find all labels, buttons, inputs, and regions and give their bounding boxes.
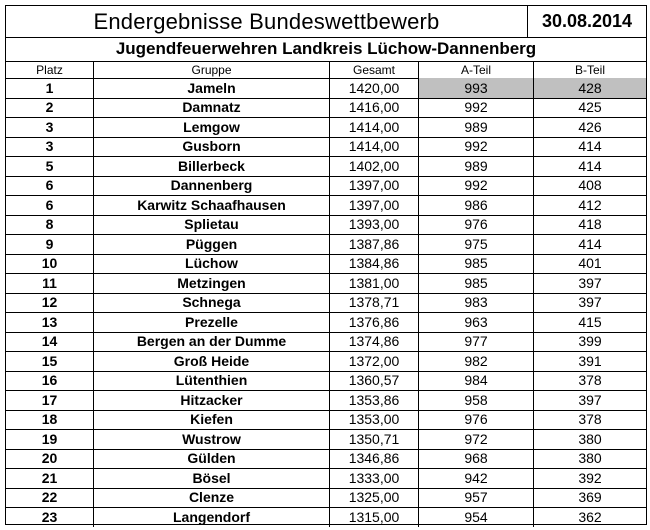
cell-gruppe: Lütenthien [94,371,330,391]
table-row [6,176,646,197]
table-row [6,273,646,294]
cell-platz: 11 [6,273,94,293]
cell-platz: 6 [6,195,94,215]
event-date: 30.08.2014 [541,11,633,31]
cell-gesamt: 1397,00 [330,195,419,215]
cell-gruppe: Gusborn [94,137,330,157]
cell-b-teil: 428 [534,78,646,98]
cell-gesamt: 1346,86 [330,449,419,469]
cell-gesamt: 1315,00 [330,507,419,527]
table-row [6,234,646,255]
cell-platz: 3 [6,137,94,157]
cell-a-teil: 954 [419,507,534,527]
cell-b-teil: 380 [578,430,602,447]
cell-b-teil: 414 [578,235,602,252]
cell-gesamt: 1353,00 [330,410,419,430]
cell-gesamt: 1387,86 [330,234,419,254]
cell-platz: 14 [6,332,94,352]
cell-platz: 22 [6,488,94,508]
cell-platz: 6 [6,176,94,196]
cell-b-teil: 392 [578,469,602,486]
cell-b-teil: 426 [578,118,602,135]
cell-b-teil: 414 [578,138,602,155]
table-row [6,351,646,372]
cell-gruppe: Karwitz Schaafhausen [94,195,330,215]
cell-b-teil: 425 [578,99,602,116]
table-row [6,78,646,99]
cell-b-teil: 414 [578,157,602,174]
cell-gruppe: Lemgow [94,117,330,137]
cell-a-teil: 992 [419,176,534,196]
table-row [6,137,646,158]
title-row [6,6,646,38]
cell-gesamt: 1325,00 [330,488,419,508]
cell-a-teil: 985 [419,273,534,293]
header-platz: Platz [6,61,94,78]
cell-b-teil: 378 [578,411,602,428]
header-a-teil: A-Teil [419,61,534,78]
cell-b-teil: 397 [578,391,602,408]
cell-b-teil: 397 [578,294,602,311]
cell-b-teil: 408 [578,177,602,194]
cell-platz: 5 [6,156,94,176]
cell-gesamt: 1414,00 [330,117,419,137]
cell-platz: 10 [6,254,94,274]
table-row [6,488,646,509]
cell-a-teil: 963 [419,312,534,332]
cell-gesamt: 1353,86 [330,390,419,410]
cell-platz: 23 [6,507,94,527]
cell-a-teil: 983 [419,293,534,313]
cell-gruppe: Damnatz [94,98,330,118]
table-row [6,215,646,236]
cell-platz: 15 [6,351,94,371]
table-row [6,332,646,353]
cell-gesamt: 1378,71 [330,293,419,313]
cell-b-teil: 418 [578,216,602,233]
cell-platz: 17 [6,390,94,410]
cell-b-teil: 378 [578,372,602,389]
cell-a-teil: 989 [419,117,534,137]
cell-gruppe: Splietau [94,215,330,235]
cell-b-teil: 369 [578,489,602,506]
table-row [6,507,646,527]
table-row [6,156,646,177]
cell-b-teil: 362 [578,508,602,525]
cell-platz: 18 [6,410,94,430]
cell-gesamt: 1402,00 [330,156,419,176]
cell-platz: 21 [6,468,94,488]
cell-gesamt: 1414,00 [330,137,419,157]
cell-gesamt: 1350,71 [330,429,419,449]
cell-a-teil: 992 [419,98,534,118]
cell-gruppe: Bergen an der Dumme [94,332,330,352]
cell-gesamt: 1384,86 [330,254,419,274]
header-gesamt: Gesamt [330,61,419,78]
table-row [6,449,646,470]
cell-gruppe: Clenze [94,488,330,508]
table-row [6,429,646,450]
cell-gesamt: 1393,00 [330,215,419,235]
cell-platz: 1 [6,78,94,98]
cell-a-teil: 976 [419,410,534,430]
cell-a-teil: 972 [419,429,534,449]
cell-b-teil: 412 [578,196,602,213]
cell-a-teil: 992 [419,137,534,157]
table-row [6,98,646,119]
table-row [6,371,646,392]
table-row [6,410,646,431]
table-row [6,117,646,138]
cell-a-teil: 957 [419,488,534,508]
page-title: Endergebnisse Bundeswettbewerb [6,6,528,37]
cell-platz: 9 [6,234,94,254]
cell-platz: 2 [6,98,94,118]
cell-gruppe: Püggen [94,234,330,254]
cell-platz: 8 [6,215,94,235]
cell-platz: 20 [6,449,94,469]
header-gruppe: Gruppe [94,61,330,78]
cell-a-teil: 977 [419,332,534,352]
cell-a-teil: 984 [419,371,534,391]
table-header-row [6,61,646,79]
cell-gesamt: 1420,00 [330,78,419,98]
table-row [6,195,646,216]
cell-platz: 19 [6,429,94,449]
table-row [6,468,646,489]
table-row [6,312,646,333]
cell-gruppe: Billerbeck [94,156,330,176]
cell-b-teil: 401 [578,255,602,272]
cell-gesamt: 1376,86 [330,312,419,332]
cell-gruppe: Prezelle [94,312,330,332]
cell-a-teil: 989 [419,156,534,176]
header-b-teil: B-Teil [574,62,605,77]
cell-platz: 13 [6,312,94,332]
cell-platz: 16 [6,371,94,391]
cell-gruppe: Jameln [94,78,330,98]
cell-gruppe: Dannenberg [94,176,330,196]
cell-gesamt: 1374,86 [330,332,419,352]
cell-platz: 3 [6,117,94,137]
cell-gruppe: Bösel [94,468,330,488]
subtitle: Jugendfeuerwehren Landkreis Lüchow-Dannenberg [115,39,537,58]
subtitle-row [6,37,646,62]
cell-a-teil: 976 [419,215,534,235]
cell-gruppe: Hitzacker [94,390,330,410]
cell-a-teil: 975 [419,234,534,254]
cell-gruppe: Lüchow [94,254,330,274]
cell-platz: 12 [6,293,94,313]
cell-a-teil: 986 [419,195,534,215]
cell-b-teil: 399 [578,333,602,350]
cell-a-teil: 993 [419,78,534,98]
cell-gesamt: 1381,00 [330,273,419,293]
cell-a-teil: 982 [419,351,534,371]
table-row [6,293,646,314]
cell-gesamt: 1397,00 [330,176,419,196]
cell-a-teil: 958 [419,390,534,410]
cell-gruppe: Langendorf [94,507,330,527]
cell-a-teil: 985 [419,254,534,274]
cell-gruppe: Schnega [94,293,330,313]
cell-a-teil: 942 [419,468,534,488]
cell-a-teil: 968 [419,449,534,469]
cell-gesamt: 1372,00 [330,351,419,371]
cell-b-teil: 397 [578,274,602,291]
cell-gruppe: Metzingen [94,273,330,293]
results-sheet [5,5,647,525]
table-row [6,254,646,275]
cell-gesamt: 1333,00 [330,468,419,488]
cell-gruppe: Kiefen [94,410,330,430]
cell-gruppe: Gülden [94,449,330,469]
table-row [6,390,646,411]
cell-gruppe: Groß Heide [94,351,330,371]
cell-gruppe: Wustrow [94,429,330,449]
cell-b-teil: 391 [578,352,602,369]
cell-gesamt: 1360,57 [330,371,419,391]
cell-b-teil: 380 [578,450,602,467]
cell-b-teil: 415 [578,313,602,330]
cell-gesamt: 1416,00 [330,98,419,118]
